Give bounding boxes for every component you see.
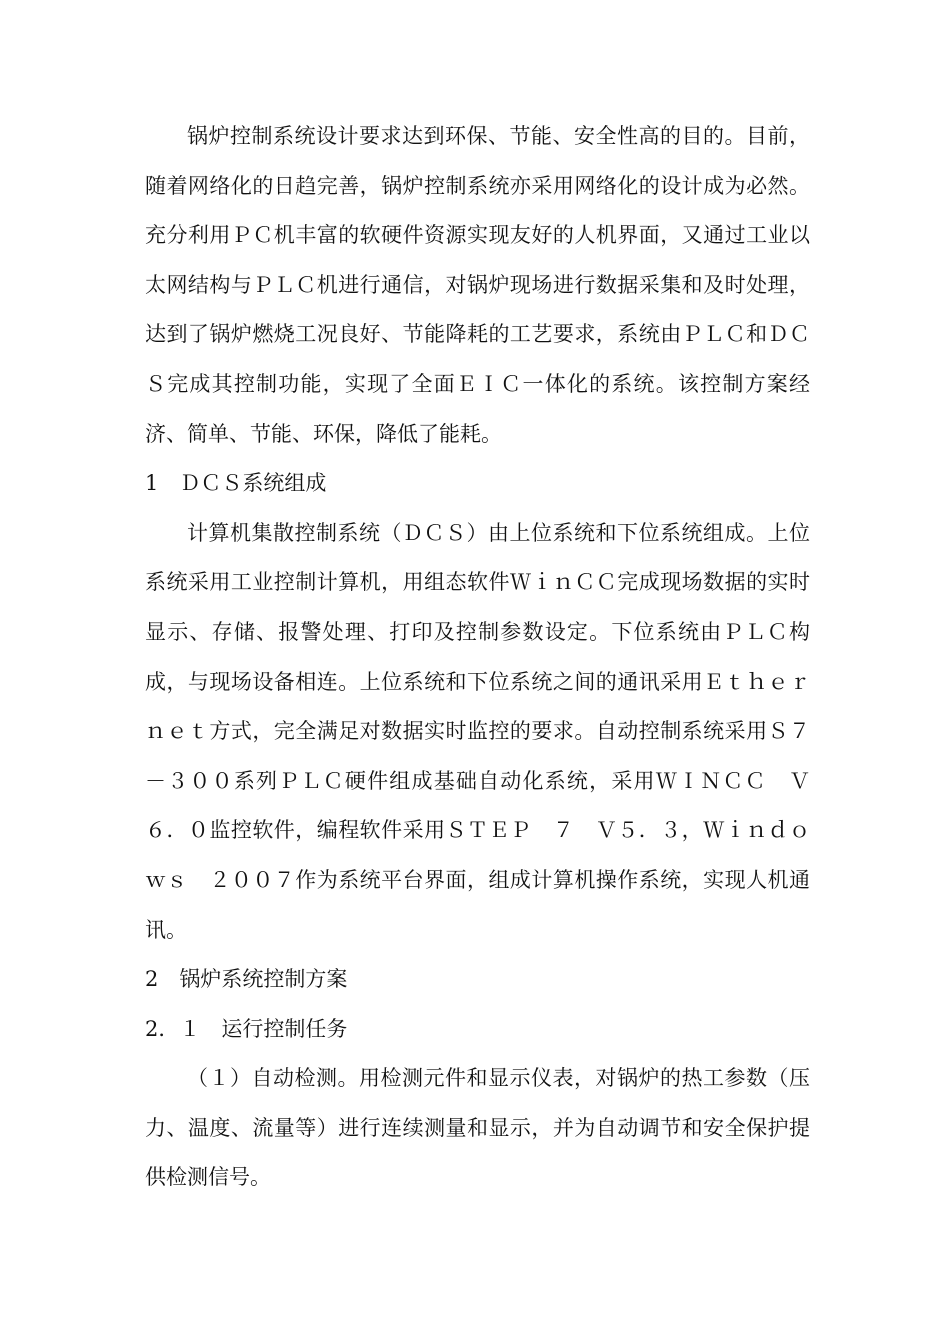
document-body	[145, 112, 810, 1203]
section-heading-dcs: 1 ＤＣＳ系统组成	[145, 471, 327, 496]
intro-paragraph: 锅炉控制系统设计要求达到环保、节能、安全性高的目的。目前，随着网络化的日趋完善，锅炉控制系统亦采用网络化的设计成为必然。充分利用ＰＣ机丰富的软硬件资源实现友好的人机界面，又通过工业以太网结构与ＰＬＣ机进行通信，对锅炉现场进行数据采集和及时处理，达到了锅炉燃烧工况良好、节能降耗的工艺要求，系统由ＰＬＣ和ＤＣＳ完成其控制功能，实现了全面ＥＩＣ一体化的系统。该控制方案经济、简单、节能、环保，降低了能耗。	[145, 124, 810, 446]
subsection-heading-tasks: 2．１ 运行控制任务	[145, 1016, 348, 1041]
section-heading-control-scheme: 2 锅炉系统控制方案	[145, 967, 348, 992]
auto-detection-paragraph: （１）自动检测。用检测元件和显示仪表，对锅炉的热工参数（压力、温度、流量等）进行连续测量和显示，并为自动调节和安全保护提供检测信号。	[145, 1066, 810, 1190]
dcs-paragraph: 计算机集散控制系统（ＤＣＳ）由上位系统和下位系统组成。上位系统采用工业控制计算机，用组态软件ＷｉｎＣＣ完成现场数据的实时显示、存储、报警处理、打印及控制参数设定。下位系统由ＰＬＣ构成，与现场设备相连。上位系统和下位系统之间的通讯采用Ｅｔｈｅｒｎｅｔ方式，完全满足对数据实时监控的要求。自动控制系统采用Ｓ７－３００系列ＰＬＣ硬件组成基础自动化系统，采用ＷＩＮＣＣ Ｖ６．０监控软件，编程软件采用ＳＴＥＰ ７ Ｖ５．３，Ｗｉｎｄｏｗｓ ２００７作为系统平台界面，组成计算机操作系统，实现人机通讯。	[145, 520, 810, 942]
